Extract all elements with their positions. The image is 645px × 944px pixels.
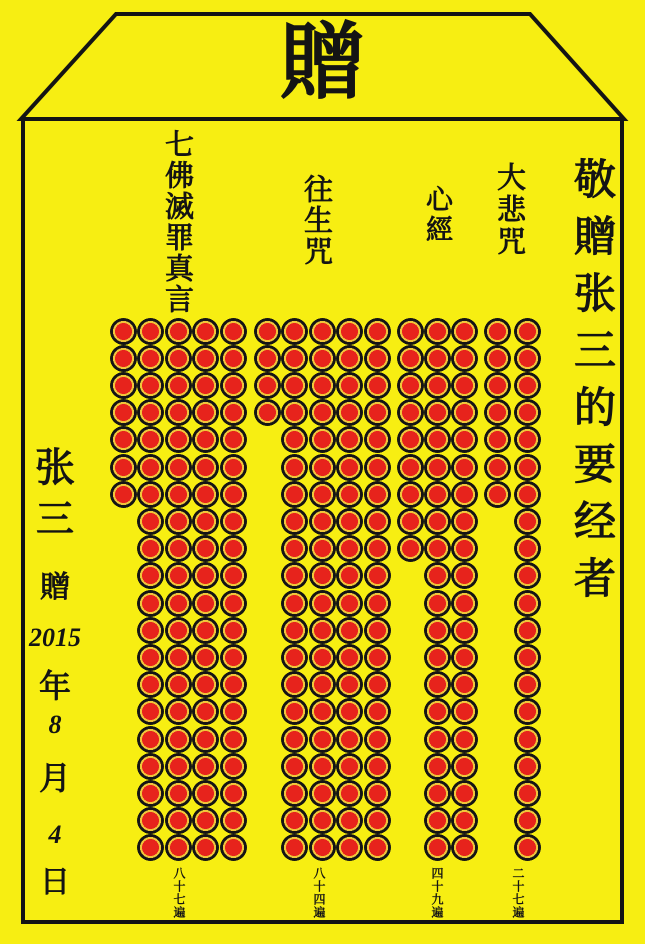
chant-tally-dot [336,753,363,780]
chant-tally-dot [254,318,281,345]
chant-tally-dot [281,671,308,698]
chant-tally-dot [451,399,478,426]
chant-tally-dot [364,372,391,399]
chant-tally-dot [424,644,451,671]
chant-tally-dot [336,834,363,861]
chant-tally-dot [137,644,164,671]
chant-tally-dot [165,535,192,562]
chant-tally-dot [364,671,391,698]
chant-tally-dot [397,481,424,508]
chant-tally-dot [514,318,541,345]
sutra-label-wangsheng-zhou: 往生咒 [300,174,332,267]
chant-tally-dot [514,726,541,753]
chant-tally-dot [220,590,247,617]
chant-tally-dot [110,454,137,481]
chant-tally-dot [451,535,478,562]
chant-tally-dot [424,318,451,345]
chant-tally-dot [484,454,511,481]
chant-tally-dot [220,753,247,780]
chant-tally-dot [137,399,164,426]
chant-tally-dot [137,753,164,780]
chant-tally-dot [309,372,336,399]
chant-tally-dot [137,426,164,453]
chant-tally-dot [424,590,451,617]
chant-tally-dot [137,780,164,807]
chant-tally-dot [309,726,336,753]
chant-tally-dot [192,753,219,780]
chant-tally-dot [309,617,336,644]
chant-tally-dot [514,399,541,426]
chant-tally-dot [281,345,308,372]
chant-tally-dot [110,318,137,345]
chant-tally-dot [451,671,478,698]
chant-tally-dot [165,726,192,753]
chant-tally-dot [336,318,363,345]
chant-tally-dot [165,753,192,780]
chant-tally-dot [424,454,451,481]
chant-tally-dot [336,780,363,807]
chant-tally-dot [336,399,363,426]
chant-tally-dot [364,644,391,671]
chant-tally-dot [514,807,541,834]
chant-tally-dot [192,372,219,399]
chant-tally-dot [192,454,219,481]
chant-tally-dot [110,426,137,453]
chant-tally-dot [364,780,391,807]
chant-tally-dot [514,698,541,725]
chant-tally-dot [484,399,511,426]
chant-tally-dot [110,399,137,426]
chant-tally-dot [336,562,363,589]
chant-tally-dot [424,726,451,753]
chant-tally-dot [309,644,336,671]
chant-tally-dot [137,454,164,481]
chant-tally-dot [192,508,219,535]
chant-tally-dot [137,807,164,834]
chant-tally-dot [137,726,164,753]
chant-tally-dot [192,698,219,725]
chant-tally-dot [281,562,308,589]
chant-tally-dot [192,671,219,698]
chant-tally-dot [364,753,391,780]
flap-title: 贈 [279,17,364,110]
chant-tally-dot [309,807,336,834]
chant-tally-dot [397,318,424,345]
chant-tally-dot [451,726,478,753]
chant-tally-dot [424,834,451,861]
chant-tally-dot [336,698,363,725]
donor-day-char: 日 [40,866,70,899]
chant-tally-dot [254,399,281,426]
chant-tally-dot [254,345,281,372]
chant-tally-dot [424,780,451,807]
chant-tally-dot [281,454,308,481]
chant-tally-dot [165,590,192,617]
chant-tally-dot [220,562,247,589]
chant-tally-dot [281,426,308,453]
sutra-label-dabei-zhou: 大悲咒 [493,162,525,258]
chant-tally-dot [165,372,192,399]
chant-tally-dot [336,426,363,453]
chant-tally-dot [165,834,192,861]
chant-tally-dot [514,562,541,589]
chant-tally-dot [309,508,336,535]
chant-tally-dot [451,834,478,861]
chant-tally-dot [192,426,219,453]
chant-tally-dot [309,753,336,780]
chant-tally-dot [397,426,424,453]
chant-tally-dot [220,535,247,562]
chant-tally-dot [514,671,541,698]
chant-tally-dot [336,372,363,399]
chant-tally-dot [309,426,336,453]
chant-tally-dot [137,481,164,508]
chant-tally-dot [220,671,247,698]
chant-tally-dot [424,481,451,508]
chant-tally-dot [192,590,219,617]
chant-tally-dot [364,481,391,508]
chant-tally-dot [336,617,363,644]
chant-tally-dot [165,345,192,372]
chant-tally-dot [451,562,478,589]
chant-tally-dot [451,590,478,617]
chant-tally-dot [309,318,336,345]
chant-tally-dot [336,454,363,481]
chant-tally-dot [165,698,192,725]
chant-tally-dot [281,753,308,780]
chant-tally-dot [192,807,219,834]
chant-tally-dot [165,426,192,453]
chant-tally-dot [309,671,336,698]
chant-tally-dot [281,508,308,535]
chant-tally-dot [451,481,478,508]
chant-tally-dot [424,535,451,562]
chant-tally-dot [137,535,164,562]
chant-tally-dot [484,318,511,345]
chant-tally-dot [110,372,137,399]
chant-tally-dot [220,372,247,399]
chant-tally-dot [424,753,451,780]
chant-tally-dot [364,508,391,535]
chant-tally-dot [424,372,451,399]
chant-tally-dot [220,698,247,725]
chant-tally-dot [514,345,541,372]
chant-tally-dot [397,399,424,426]
chant-tally-dot [336,671,363,698]
chant-tally-dot [192,834,219,861]
chant-tally-dot [514,426,541,453]
chant-tally-dot [364,535,391,562]
chant-tally-dot [364,726,391,753]
chant-tally-dot [514,481,541,508]
chant-tally-dot [220,644,247,671]
chant-tally-dot [397,508,424,535]
chant-tally-dot [220,481,247,508]
chant-tally-dot [424,508,451,535]
chant-tally-dot [192,318,219,345]
chant-tally-dot [281,481,308,508]
chant-tally-dot [424,399,451,426]
chant-tally-dot [220,617,247,644]
chant-tally-dot [137,617,164,644]
chant-tally-dot [110,481,137,508]
chant-tally-dot [192,617,219,644]
chant-tally-dot [281,535,308,562]
chant-tally-dot [192,780,219,807]
chant-tally-dot [336,508,363,535]
chant-tally-dot [165,562,192,589]
chant-tally-dot [397,535,424,562]
chant-tally-dot [309,535,336,562]
chant-tally-dot [220,726,247,753]
chant-tally-dot [220,345,247,372]
chant-tally-dot [364,454,391,481]
chant-tally-dot [137,318,164,345]
chant-tally-dot [309,780,336,807]
sutra-label-qifo-miezui-zhenyan: 七佛滅罪真言 [161,129,193,315]
chant-tally-dot [137,508,164,535]
chant-tally-dot [451,372,478,399]
chant-tally-dot [514,644,541,671]
chant-tally-dot [192,345,219,372]
chant-tally-dot [281,318,308,345]
chant-tally-dot [165,508,192,535]
chant-tally-dot [137,345,164,372]
recipient-column: 敬贈张三的要经者 [568,157,614,613]
chant-tally-dot [309,454,336,481]
chant-tally-dot [514,508,541,535]
chant-tally-dot [424,345,451,372]
chant-tally-dot [254,372,281,399]
chant-tally-dot [364,807,391,834]
chant-tally-dot [451,780,478,807]
chant-tally-dot [165,617,192,644]
chant-tally-dot [397,454,424,481]
chant-tally-dot [110,345,137,372]
count-label-49: 四十九遍 [430,867,444,919]
chant-tally-dot [514,834,541,861]
chant-tally-dot [364,562,391,589]
chant-tally-dot [137,590,164,617]
chant-tally-dot [137,671,164,698]
chant-tally-dot [165,780,192,807]
chant-tally-dot [309,698,336,725]
chant-tally-dot [192,562,219,589]
chant-tally-dot [397,372,424,399]
chant-tally-dot [165,671,192,698]
donor-give-char: 贈 [40,571,70,604]
chant-tally-dot [336,590,363,617]
chant-tally-dot [514,372,541,399]
chant-tally-dot [484,426,511,453]
chant-tally-dot [220,508,247,535]
donor-name-char-1: 张 [35,445,75,490]
chant-tally-dot [281,698,308,725]
chant-tally-dot [309,345,336,372]
chant-tally-dot [309,481,336,508]
chant-tally-dot [137,372,164,399]
chant-tally-dot [220,426,247,453]
chant-tally-dot [192,726,219,753]
chant-tally-dot [424,807,451,834]
chant-tally-dot [220,318,247,345]
chant-tally-dot [137,562,164,589]
chant-tally-dot [336,644,363,671]
chant-tally-dot [165,399,192,426]
chant-tally-dot [281,807,308,834]
chant-tally-dot [220,399,247,426]
chant-tally-dot [514,535,541,562]
chant-tally-dot [165,318,192,345]
chant-tally-dot [364,345,391,372]
chant-tally-dot [192,644,219,671]
chant-tally-dot [451,345,478,372]
chant-tally-dot [336,807,363,834]
chant-tally-dot [364,698,391,725]
chant-tally-dot [336,481,363,508]
chant-tally-dot [220,454,247,481]
donor-month-char: 月 [38,760,71,796]
chant-tally-dot [336,345,363,372]
chant-tally-dot [137,834,164,861]
chant-tally-dot [364,426,391,453]
count-label-84: 八十四遍 [312,867,326,919]
chant-tally-dot [309,399,336,426]
chant-tally-dot [364,590,391,617]
chant-tally-dot [220,807,247,834]
chant-tally-dot [451,426,478,453]
donor-year-char: 年 [38,668,71,704]
chant-tally-dot [424,617,451,644]
chant-tally-dot [514,617,541,644]
chant-tally-dot [484,481,511,508]
chant-tally-dot [424,671,451,698]
chant-tally-dot [451,807,478,834]
chant-tally-dot [451,644,478,671]
chant-tally-dot [424,562,451,589]
sutra-label-xin-jing: 心經 [422,185,452,245]
chant-tally-dot [165,644,192,671]
chant-tally-dot [165,807,192,834]
chant-tally-dot [451,508,478,535]
chant-tally-dot [484,345,511,372]
chant-tally-dot [281,399,308,426]
chant-tally-dot [309,834,336,861]
chant-tally-dot [165,481,192,508]
chant-tally-dot [364,399,391,426]
donor-month-number: 8 [48,710,62,739]
chant-tally-dot [451,698,478,725]
chant-tally-dot [451,753,478,780]
chant-tally-dot [336,535,363,562]
chant-tally-dot [451,454,478,481]
chant-tally-dot [397,345,424,372]
donor-year-number: 2015 [29,623,81,652]
chant-tally-dot [281,644,308,671]
chant-tally-dot [220,834,247,861]
chant-tally-dot [514,780,541,807]
chant-tally-dot [514,753,541,780]
chant-tally-dot [281,617,308,644]
chant-tally-dot [281,372,308,399]
chant-tally-dot [309,562,336,589]
count-label-87: 八十七遍 [172,867,186,919]
chant-tally-dot [309,590,336,617]
chant-tally-dot [484,372,511,399]
chant-tally-dot [281,590,308,617]
donor-name-char-2: 三 [35,499,74,541]
chant-tally-dot [220,780,247,807]
chant-tally-dot [281,726,308,753]
count-label-27: 二十七遍 [511,867,525,919]
chant-tally-dot [192,399,219,426]
chant-tally-dot [165,454,192,481]
chant-tally-dot [192,481,219,508]
chant-tally-dot [364,318,391,345]
chant-tally-dot [451,318,478,345]
chant-tally-dot [364,617,391,644]
chant-tally-dot [137,698,164,725]
chant-tally-dot [364,834,391,861]
chant-tally-dot [424,698,451,725]
donor-day-number: 4 [48,820,62,849]
chant-tally-dot [281,780,308,807]
chant-tally-dot [192,535,219,562]
chant-tally-dot [514,454,541,481]
chant-tally-dot [281,834,308,861]
chant-tally-dot [336,726,363,753]
chant-tally-dot [514,590,541,617]
chant-tally-dot [451,617,478,644]
chant-tally-dot [424,426,451,453]
